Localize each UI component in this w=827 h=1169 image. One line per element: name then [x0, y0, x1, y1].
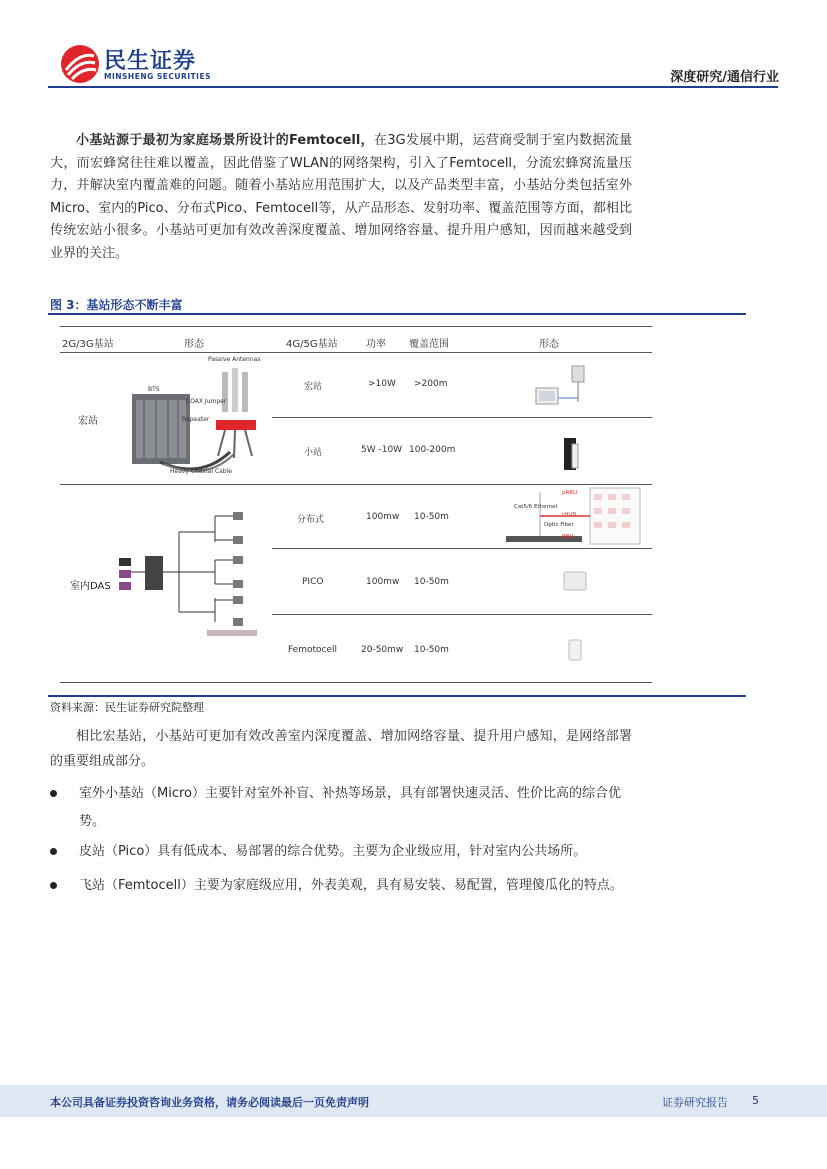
group-macro: 宏站 [78, 416, 98, 427]
table-line [272, 417, 652, 418]
bts-label-coax: COAX Jumper [186, 398, 227, 405]
row-femto-power: 20-50mw [361, 645, 404, 655]
header-range: 覆盖范围 [409, 339, 449, 350]
femtocell-product-icon [566, 638, 584, 664]
intro-lead: 小基站源于最初为家庭场景所设计的Femtocell， [76, 133, 374, 148]
bts-label-bts: BTS [148, 386, 160, 393]
row-pico-name: PICO [302, 577, 324, 587]
logo-mark-icon [60, 44, 100, 84]
das-label-prru: pRRU [562, 490, 578, 496]
bts-illustration [130, 356, 280, 480]
row-pico-range: 10-50m [414, 577, 449, 587]
das-label-rhub: rHUB [562, 512, 577, 518]
row-macro-range: >200m [414, 379, 448, 389]
bts-label-repeater: Repeater [182, 416, 210, 423]
row-distributed-name: 分布式 [297, 515, 325, 525]
das-label-cat: Cat5/6 Ethernet [514, 504, 558, 510]
row-small-range: 100-200m [409, 445, 456, 455]
das-illustration [115, 502, 270, 644]
group-indoor-das: 室内DAS [70, 581, 111, 592]
header-divider [48, 86, 778, 88]
row-distributed-power: 100mw [366, 512, 400, 522]
figure-bottom-rule [48, 695, 746, 697]
header-2g3g: 2G/3G基站 [62, 339, 114, 350]
bullet-dot-3 [50, 882, 57, 889]
comparison-paragraph: 相比宏基站，小基站可更加有效改善室内深度覆盖、增加网络容量、提升用户感知，是网络部署的重要组成部分。 [50, 729, 632, 769]
report-section: 深度研究/通信行业 [670, 70, 779, 85]
header-4g5g: 4G/5G基站 [286, 339, 338, 350]
small-cell-product-icon [560, 434, 582, 474]
bullet-micro: 室外小基站（Micro）主要针对室外补盲、补热等场景，具有部署快速灵活、性价比高的综合优势。 [79, 786, 621, 829]
row-macro-power: >10W [368, 379, 396, 389]
bullet-femtocell: 飞站（Femtocell）主要为家庭级应用，外表美观，具有易安装、易配置，管理傻瓜化的特点。 [79, 878, 623, 893]
header-form-right: 形态 [539, 339, 559, 350]
das-label-optic: Optic Fiber [544, 522, 574, 528]
table-line [60, 326, 652, 327]
base-station-figure [60, 326, 652, 684]
page-number: 5 [752, 1094, 759, 1107]
header-form-left: 形态 [184, 339, 204, 350]
logo-text-en: MINSHENG SECURITIES [104, 72, 211, 81]
company-logo [60, 44, 211, 84]
intro-body: 在3G发展中期，运营商受制于室内数据流量大，而宏蜂窝往往难以覆盖，因此借鉴了WLAN的网络架构，引入了Femtocell，分流宏蜂窝流量压力，并解决室内覆盖难的问题。随着小基站应用范围扩大，以及产品类型丰富，小基站分类包括室外Micro、室内的Pico、分布式Pico、Femtocell等，从产品形态、发射功率、覆盖范围等方面，都相比传统宏站小很多。小基站可更加有效改善深度覆盖、增加网络容量、提升用户感知，因而越来越受到业界的关注。 [50, 133, 632, 261]
das-diagram-icon [115, 502, 270, 644]
das-label-bbu: BBU [562, 534, 574, 540]
bts-label-heavy: Heavy Coaxial Cable [170, 468, 232, 475]
macro-product-icon [530, 358, 600, 410]
row-femto-name: Femotocell [288, 645, 338, 655]
row-small-name: 小站 [304, 448, 323, 458]
row-distributed-range: 10-50m [414, 512, 449, 522]
header-power: 功率 [366, 339, 386, 350]
footer-disclaimer[interactable]: 本公司具备证券投资咨询业务资格，请务必阅读最后一页免责声明 [50, 1096, 369, 1109]
pico-product-icon [562, 570, 590, 594]
row-macro-name: 宏站 [304, 382, 323, 392]
table-line [272, 614, 652, 615]
table-line [272, 548, 652, 549]
logo-text-cn: 民生证券 [104, 49, 197, 74]
bullet-pico: 皮站（Pico）具有低成本、易部署的综合优势。主要为企业级应用，针对室内公共场所。 [79, 844, 587, 859]
figure-top-rule [48, 313, 746, 315]
table-line [60, 484, 652, 485]
row-small-power: 5W -10W [361, 445, 403, 455]
table-line [60, 352, 652, 353]
footer-report-type: 证券研究报告 [662, 1096, 728, 1109]
figure-source: 资料来源：民生证券研究院整理 [50, 701, 204, 714]
intro-paragraph [50, 130, 632, 265]
figure-title: 图 3：基站形态不断丰富 [50, 298, 183, 312]
distributed-product [500, 486, 648, 546]
bullet-dot-2 [50, 848, 57, 855]
row-pico-power: 100mw [366, 577, 400, 587]
table-line [60, 682, 652, 683]
row-femto-range: 10-50m [414, 645, 449, 655]
bullet-dot-1 [50, 790, 57, 797]
bts-label-passive: Passive Antennas [208, 356, 261, 363]
